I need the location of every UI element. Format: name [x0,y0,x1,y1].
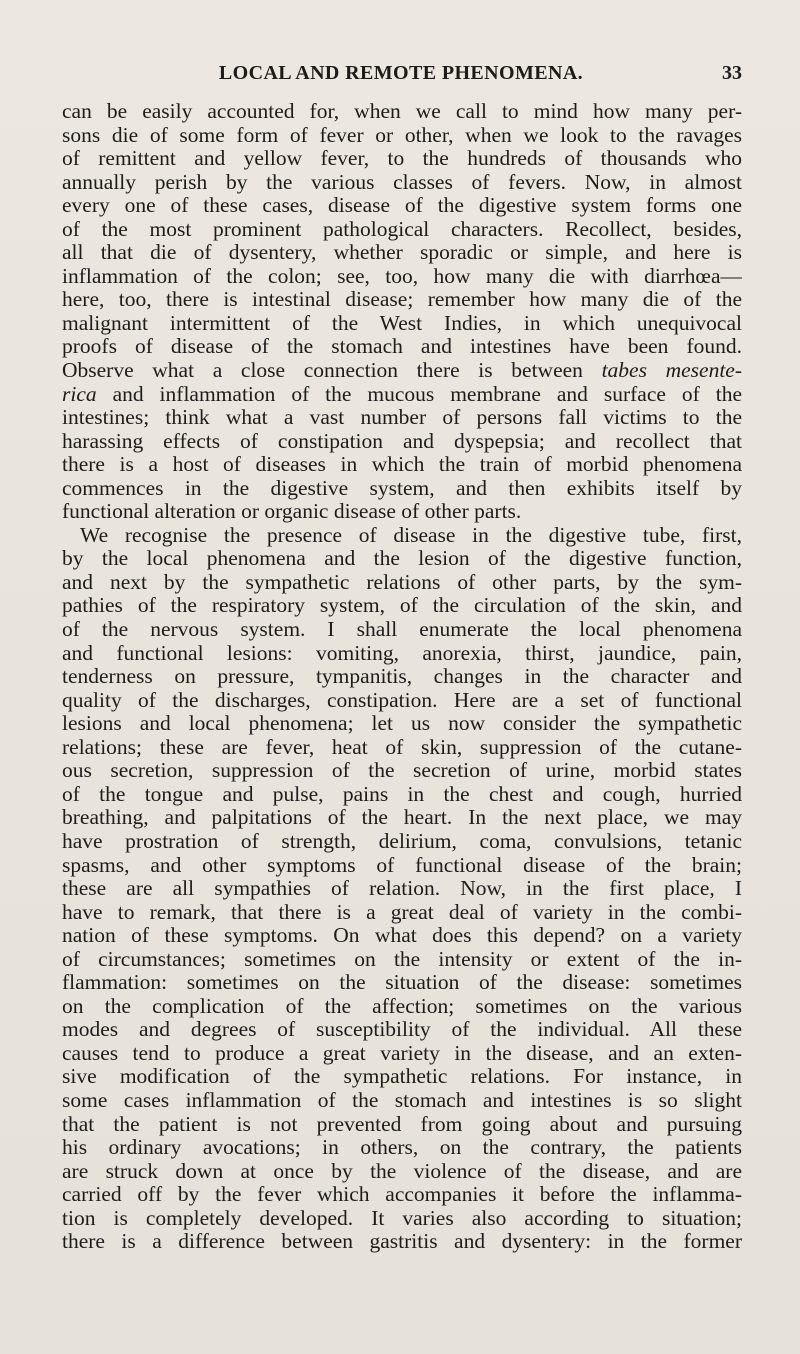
text-span: ous secretion, suppression of the secretion of urine, morbid states [62,759,742,783]
text-line [62,759,742,783]
text-line [62,1089,742,1113]
text-line [62,524,742,548]
text-line [62,1065,742,1089]
text-span: and inflammation of the mucous membrane and surface of the [96,382,742,406]
text-line [62,194,742,218]
text-span: on the complication of the affection; sometimes on the various [62,994,742,1018]
text-span: sons die of some form of fever or other, when we look to the ravages [62,123,742,147]
text-line [62,736,742,760]
text-span: nation of these symptoms. On what does this depend? on a variety [62,924,742,948]
text-span: quality of the discharges, constipation. Here are a set of functional [62,688,742,712]
text-line [62,877,742,901]
text-span: spasms, and other symptoms of functional disease of the brain; [62,853,742,877]
text-line [62,171,742,195]
body-text [62,100,742,1254]
running-head: LOCAL AND REMOTE PHENOMENA. [218,62,584,84]
text-span: tion is completely developed. It varies also according to situation; [62,1206,742,1230]
text-line [62,1160,742,1184]
text-line [62,924,742,948]
text-line [62,335,742,359]
italic-text: tabes mesente- [601,359,742,383]
text-span: causes tend to produce a great variety in the disease, and an exten- [62,1041,742,1065]
text-span: pathies of the respiratory system, of the circulation of the skin, and [62,594,742,618]
text-span: there is a host of diseases in which the train of morbid phenomena [62,453,742,477]
text-span: have prostration of strength, delirium, coma, convulsions, tetanic [62,829,742,853]
text-line [62,689,742,713]
text-line [62,1018,742,1042]
text-span: here, too, there is intestinal disease; remember how many die of the [62,288,742,312]
text-span: tenderness on pressure, tympanitis, changes in the character and [62,665,742,689]
text-line [62,1136,742,1160]
text-line [62,1207,742,1231]
text-span: by the local phenomena and the lesion of the digestive function, [62,547,742,571]
text-span: functional alteration or organic disease of other parts. [62,500,522,524]
text-line [62,712,742,736]
text-line [62,241,742,265]
text-span: and next by the sympathetic relations of other parts, by the sym- [62,570,742,594]
text-span: We recognise the presence of disease in the digestive tube, first, [80,523,742,547]
text-line [62,218,742,242]
text-line [62,618,742,642]
text-line [62,806,742,830]
text-line [62,1183,742,1207]
text-line [62,948,742,972]
text-span: that the patient is not prevented from going about and pursuing [62,1112,742,1136]
text-span: of the nervous system. I shall enumerate the local phenomena [62,618,742,642]
text-span: breathing, and palpitations of the heart. In the next place, we may [62,806,742,830]
text-line [62,571,742,595]
text-line [62,406,742,430]
text-span: there is a difference between gastritis and dysentery: in the former [62,1230,742,1254]
page-header [60,60,742,86]
page-number: 33 [722,62,742,84]
text-line [62,100,742,124]
text-span: annually perish by the various classes of fevers. Now, in almost [62,170,742,194]
italic-text: rica [62,382,97,406]
text-span: all that die of dysentery, whether sporadic or simple, and here is [62,241,742,265]
text-span: and functional lesions: vomiting, anorexia, thirst, jaundice, pain, [62,641,742,665]
text-line [62,971,742,995]
text-line [62,665,742,689]
text-span: his ordinary avocations; in others, on the contrary, the patients [62,1136,742,1160]
text-line [62,124,742,148]
text-span: modes and degrees of susceptibility of the individual. All these [62,1018,742,1042]
text-span: of circumstances; sometimes on the intensity or extent of the in- [62,947,742,971]
text-span: inflammation of the colon; see, too, how many die with diarrhœa— [62,264,742,288]
text-line [62,265,742,289]
text-span: malignant intermittent of the West Indies, in which unequivocal [62,311,742,335]
text-line [62,288,742,312]
text-line [62,995,742,1019]
text-span: lesions and local phenomena; let us now consider the sympathetic [62,712,742,736]
text-span: have to remark, that there is a great deal of variety in the combi- [62,900,742,924]
text-span: some cases inflammation of the stomach and intestines is so slight [62,1088,742,1112]
text-line [62,383,742,407]
text-span: are struck down at once by the violence of the disease, and are [62,1159,742,1183]
text-span: Observe what a close connection there is between [62,359,602,383]
text-line [62,1230,742,1254]
text-span: harassing effects of constipation and dyspepsia; and recollect that [62,429,742,453]
text-span: intestines; think what a vast number of persons fall victims to the [62,406,742,430]
text-line [62,500,742,524]
text-span: commences in the digestive system, and then exhibits itself by [62,476,742,500]
text-span: proofs of disease of the stomach and intestines have been found. [62,335,742,359]
text-line [62,830,742,854]
text-line [62,430,742,454]
text-line [62,147,742,171]
text-span: of the most prominent pathological characters. Recollect, besides, [62,217,742,241]
text-line [62,901,742,925]
text-line [62,642,742,666]
text-line [62,359,742,383]
text-line [62,1042,742,1066]
text-span: these are all sympathies of relation. Now, in the first place, I [62,877,742,901]
text-line [62,594,742,618]
text-span: of the tongue and pulse, pains in the chest and cough, hurried [62,782,742,806]
text-span: of remittent and yellow fever, to the hundreds of thousands who [62,147,742,171]
text-line [62,1113,742,1137]
text-span: every one of these cases, disease of the digestive system forms one [62,194,742,218]
text-line [62,312,742,336]
text-span: sive modification of the sympathetic relations. For instance, in [62,1065,742,1089]
text-span: relations; these are fever, heat of skin, suppression of the cutane- [62,735,742,759]
text-line [62,547,742,571]
text-line [62,783,742,807]
text-span: can be easily accounted for, when we call to mind how many per- [62,100,742,123]
text-line [62,854,742,878]
text-line [62,477,742,501]
text-span: flammation: sometimes on the situation of the disease: sometimes [62,971,742,995]
text-span: carried off by the fever which accompanies it before the inflamma- [62,1183,742,1207]
text-line [62,453,742,477]
